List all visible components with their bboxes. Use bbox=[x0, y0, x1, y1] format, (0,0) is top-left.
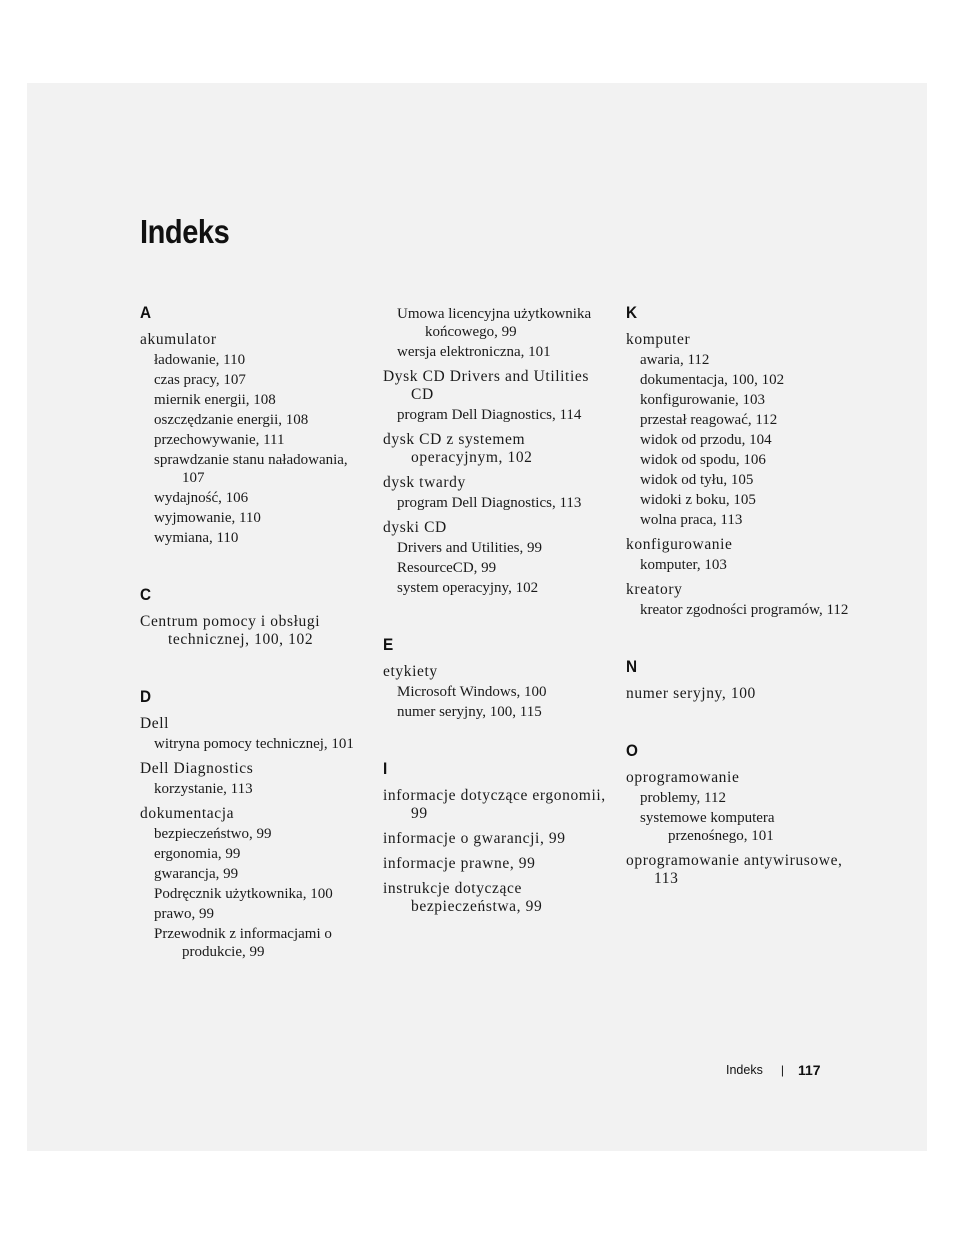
index-entry bbox=[626, 331, 851, 529]
index-term: dokumentacja bbox=[140, 805, 235, 822]
index-subterm: wyjmowanie, 110 bbox=[154, 510, 261, 526]
index-subterm: czas pracy, 107 bbox=[154, 372, 246, 388]
index-term: komputer bbox=[626, 331, 691, 348]
index-subterm: wolna praca, 113 bbox=[640, 512, 743, 528]
index-subterm: kreator zgodności programów, 112 bbox=[640, 602, 849, 618]
index-subterm: komputer, 103 bbox=[640, 557, 727, 573]
index-term: informacje dotyczące ergonomii, 99 bbox=[383, 787, 606, 822]
index-letter-heading: E bbox=[383, 635, 394, 654]
index-subterm: Drivers and Utilities, 99 bbox=[397, 540, 542, 556]
index-column-3 bbox=[626, 303, 851, 895]
index-subterm: wersja elektroniczna, 101 bbox=[397, 344, 551, 360]
index-entry bbox=[626, 685, 851, 703]
index-letter-heading: A bbox=[140, 303, 152, 322]
index-section bbox=[383, 635, 608, 721]
index-subterm: widoki z boku, 105 bbox=[640, 492, 756, 508]
index-subterm: przechowywanie, 111 bbox=[154, 432, 285, 448]
index-entry bbox=[383, 663, 608, 721]
index-entry bbox=[383, 305, 608, 361]
index-section bbox=[626, 303, 851, 619]
index-term: oprogramowanie bbox=[626, 769, 740, 786]
index-subterm: widok od tyłu, 105 bbox=[640, 472, 754, 488]
index-subterm: przestał reagować, 112 bbox=[640, 412, 778, 428]
page-title: Indeks bbox=[140, 213, 230, 250]
index-entry bbox=[383, 880, 608, 916]
index-entry bbox=[626, 581, 851, 619]
index-term: dysk CD z systemem operacyjnym, 102 bbox=[383, 431, 533, 466]
index-letter-heading: O bbox=[626, 741, 638, 760]
index-subterm: ResourceCD, 99 bbox=[397, 560, 497, 576]
footer-label: Indeks bbox=[726, 1063, 763, 1077]
index-entry bbox=[383, 855, 608, 873]
index-term: akumulator bbox=[140, 331, 217, 348]
index-letter-heading: C bbox=[140, 585, 152, 604]
index-column-2 bbox=[383, 303, 608, 923]
index-subterm: Podręcznik użytkownika, 100 bbox=[154, 886, 333, 902]
index-entry bbox=[383, 830, 608, 848]
index-entry bbox=[383, 368, 608, 424]
index-term: dysk twardy bbox=[383, 474, 466, 491]
index-letter-heading: N bbox=[626, 657, 638, 676]
index-subterm: ergonomia, 99 bbox=[154, 846, 241, 862]
index-subterm: wymiana, 110 bbox=[154, 530, 239, 546]
index-section bbox=[140, 585, 365, 649]
index-entry bbox=[626, 769, 851, 845]
index-subterm: problemy, 112 bbox=[640, 790, 726, 806]
index-entry bbox=[140, 805, 365, 961]
index-subterm: Umowa licencyjna użytkownika końcowego, 99 bbox=[397, 306, 592, 340]
index-subterm: prawo, 99 bbox=[154, 906, 214, 922]
index-term: Dysk CD Drivers and Utilities CD bbox=[383, 368, 589, 403]
index-entry bbox=[383, 474, 608, 512]
index-entry bbox=[140, 331, 365, 547]
index-section bbox=[626, 741, 851, 888]
index-subterm: awaria, 112 bbox=[640, 352, 710, 368]
index-section bbox=[383, 759, 608, 916]
index-subterm: numer seryjny, 100, 115 bbox=[397, 704, 542, 720]
index-term: dyski CD bbox=[383, 519, 447, 536]
index-term: Dell Diagnostics bbox=[140, 760, 254, 777]
index-subterm: Microsoft Windows, 100 bbox=[397, 684, 547, 700]
index-section bbox=[140, 687, 365, 961]
index-subterm: miernik energii, 108 bbox=[154, 392, 276, 408]
index-letter-heading: K bbox=[626, 303, 638, 322]
index-entry bbox=[140, 715, 365, 753]
index-letter-heading: D bbox=[140, 687, 152, 706]
index-subterm: widok od spodu, 106 bbox=[640, 452, 766, 468]
index-entry bbox=[383, 519, 608, 597]
index-subterm: program Dell Diagnostics, 114 bbox=[397, 407, 582, 423]
index-term: konfigurowanie bbox=[626, 536, 733, 553]
index-subterm: konfigurowanie, 103 bbox=[640, 392, 765, 408]
index-entry bbox=[383, 787, 608, 823]
index-entry bbox=[626, 852, 851, 888]
index-subterm: ładowanie, 110 bbox=[154, 352, 246, 368]
index-subterm: wydajność, 106 bbox=[154, 490, 249, 506]
index-subterm: Przewodnik z informacjami o produkcie, 99 bbox=[154, 926, 332, 960]
page-footer bbox=[726, 1062, 821, 1078]
index-entry bbox=[140, 613, 365, 649]
index-subterm: widok od przodu, 104 bbox=[640, 432, 772, 448]
index-section bbox=[140, 303, 365, 547]
index-section bbox=[383, 305, 608, 597]
index-term: Dell bbox=[140, 715, 170, 732]
index-term: informacje o gwarancji, 99 bbox=[383, 830, 566, 847]
index-column-1 bbox=[140, 303, 365, 968]
index-subterm: bezpieczeństwo, 99 bbox=[154, 826, 272, 842]
index-term: kreatory bbox=[626, 581, 683, 598]
footer-separator: | bbox=[780, 1063, 784, 1077]
index-term: instrukcje dotyczące bezpieczeństwa, 99 bbox=[383, 880, 543, 915]
index-term: informacje prawne, 99 bbox=[383, 855, 536, 872]
index-subterm: witryna pomocy technicznej, 101 bbox=[154, 736, 354, 752]
index-entry bbox=[626, 536, 851, 574]
index-subterm: dokumentacja, 100, 102 bbox=[640, 372, 785, 388]
index-subterm: korzystanie, 113 bbox=[154, 781, 253, 797]
index-subterm: oszczędzanie energii, 108 bbox=[154, 412, 309, 428]
index-term: oprogramowanie antywirusowe, 113 bbox=[626, 852, 843, 887]
index-subterm: systemowe komputera przenośnego, 101 bbox=[640, 810, 775, 844]
index-term: etykiety bbox=[383, 663, 438, 680]
page-number: 117 bbox=[797, 1062, 821, 1078]
index-term: numer seryjny, 100 bbox=[626, 685, 756, 702]
index-entry bbox=[140, 760, 365, 798]
index-entry bbox=[383, 431, 608, 467]
index-section bbox=[626, 657, 851, 703]
index-term: Centrum pomocy i obsługi technicznej, 100, 102 bbox=[140, 613, 321, 648]
index-subterm: program Dell Diagnostics, 113 bbox=[397, 495, 582, 511]
index-subterm: system operacyjny, 102 bbox=[397, 580, 539, 596]
index-letter-heading: I bbox=[383, 759, 388, 778]
index-subterm: gwarancja, 99 bbox=[154, 866, 239, 882]
index-subterm: sprawdzanie stanu naładowania, 107 bbox=[154, 452, 348, 486]
